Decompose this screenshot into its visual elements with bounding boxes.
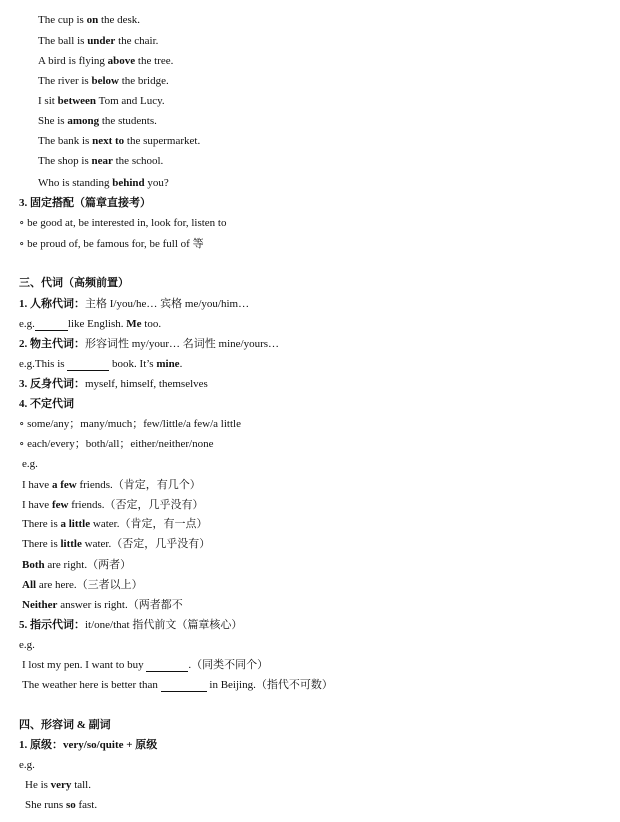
example-text: answer is right.（两者都不	[57, 599, 183, 611]
example-text: A bird is flying	[38, 55, 108, 67]
keyword: so	[65, 799, 76, 811]
keyword: between	[57, 95, 97, 107]
example-text: .	[179, 358, 183, 370]
personal-pronoun-line	[19, 297, 249, 311]
example-text: There is	[22, 518, 61, 530]
example-text: the school.	[112, 155, 164, 167]
indefinite-example	[22, 498, 203, 512]
preposition-example	[38, 13, 140, 27]
example-text: too.	[141, 318, 162, 330]
possessive-pronoun-example	[19, 357, 182, 371]
example-text: the students.	[99, 115, 157, 127]
example-text: friends.（否定，几乎没有）	[68, 499, 204, 511]
example-text: the supermarket.	[124, 135, 201, 147]
keyword: All	[22, 579, 37, 591]
example-text: The ball is	[38, 35, 88, 47]
fill-blank	[146, 660, 188, 672]
example-text: in Beijing.（指代不可数）	[206, 679, 333, 691]
example-text: The river is	[38, 75, 92, 87]
example-text: friends.（肯定，有几个）	[76, 479, 201, 491]
section-heading: 3. 固定搭配（篇章直接考）	[19, 197, 151, 209]
example-text: The weather here is better than	[22, 679, 161, 691]
subsection-heading: 1. 人称代词：	[19, 298, 85, 310]
preposition-example	[38, 176, 169, 190]
example-text: are here.（三者以上）	[36, 579, 143, 591]
fill-blank	[161, 680, 207, 692]
subsection-heading: 2. 物主代词：	[19, 338, 85, 350]
example-text: water.（肯定，有一点）	[90, 518, 208, 530]
bullet-item: ∘ be good at, be interested in, look for, listen to	[19, 217, 227, 229]
example-text: Who is standing	[38, 177, 113, 189]
example-text: the tree.	[135, 55, 174, 67]
subsection-text: myself, himself, themselves	[85, 378, 208, 390]
example-text: She runs	[25, 799, 66, 811]
preposition-example	[38, 54, 173, 68]
example-text: The shop is	[38, 155, 92, 167]
example-text: fast.	[75, 799, 98, 811]
example-text: There is	[22, 538, 61, 550]
eg-label: e.g.	[19, 759, 35, 771]
indefinite-example	[22, 558, 131, 572]
preposition-example	[38, 34, 158, 48]
keyword: under	[87, 35, 116, 47]
indefinite-example	[22, 537, 210, 551]
example-text: you?	[144, 177, 169, 189]
keyword: among	[67, 115, 100, 127]
keyword: little	[60, 538, 82, 550]
keyword: a little	[60, 518, 91, 530]
preposition-example	[38, 154, 163, 168]
example-text: the bridge.	[118, 75, 169, 87]
subsection-heading: 1. 原级：very/so/quite + 原级	[19, 739, 158, 751]
keyword: near	[91, 155, 113, 167]
keyword: a few	[51, 479, 77, 491]
bullet-item: ∘ be proud of, be famous for, be full of 等	[19, 238, 204, 250]
example-text: She is	[38, 115, 68, 127]
keyword: very	[50, 779, 72, 791]
fill-blank	[35, 319, 68, 331]
chapter-heading: 四、形容词 & 副词	[19, 719, 111, 731]
example-text: I sit	[38, 95, 58, 107]
possessive-pronoun-line	[19, 337, 279, 351]
fill-blank	[67, 359, 109, 371]
example-text: .（同类不同个）	[188, 659, 269, 671]
subsection-text: 形容词性 my/your… 名词性 mine/yours…	[85, 338, 280, 350]
indefinite-example	[22, 478, 201, 492]
keyword: mine	[156, 358, 180, 370]
adjective-example	[25, 778, 91, 792]
subsection-heading: 5. 指示代词：	[19, 619, 85, 631]
bullet-item: ∘ some/any；many/much；few/little/a few/a little	[19, 418, 241, 430]
example-text: The bank is	[38, 135, 93, 147]
preposition-example	[38, 74, 169, 88]
keyword: behind	[112, 177, 145, 189]
example-text: e.g.This is	[19, 358, 68, 370]
subsection-heading: 4. 不定代词	[19, 398, 74, 410]
example-text: The cup is	[38, 14, 87, 26]
demonstrative-example	[22, 678, 333, 692]
chapter-heading: 三、代词（高频前置）	[19, 277, 129, 289]
preposition-example	[38, 114, 157, 128]
example-text: He is	[25, 779, 51, 791]
example-text: the desk.	[98, 14, 141, 26]
subsection-heading: 3. 反身代词：	[19, 378, 85, 390]
eg-label: e.g.	[19, 639, 35, 651]
example-text: I lost my pen. I want to buy	[22, 659, 147, 671]
keyword: on	[86, 14, 99, 26]
keyword: Both	[22, 559, 45, 571]
example-text: the chair.	[115, 35, 159, 47]
indefinite-example	[22, 578, 143, 592]
example-text: Tom and Lucy.	[96, 95, 165, 107]
example-text: are right.（两者）	[44, 559, 132, 571]
subsection-text: 主格 I/you/he… 宾格 me/you/him…	[85, 298, 250, 310]
preposition-example	[38, 94, 165, 108]
example-text: tall.	[71, 779, 91, 791]
example-text: I have	[22, 499, 52, 511]
subsection-text: it/one/that 指代前文（篇章核心）	[85, 619, 243, 631]
demonstrative-example	[22, 658, 268, 672]
bullet-item: ∘ each/every；both/all；either/neither/none	[19, 438, 214, 450]
keyword: below	[91, 75, 119, 87]
keyword: next to	[92, 135, 125, 147]
reflexive-pronoun-line	[19, 377, 208, 391]
personal-pronoun-example	[19, 317, 161, 331]
example-text: book. It’s	[109, 358, 157, 370]
eg-label: e.g.	[22, 458, 38, 470]
keyword: above	[107, 55, 136, 67]
eg-label: e.g.	[19, 318, 35, 330]
keyword: Me	[126, 318, 142, 330]
adjective-example	[25, 798, 97, 812]
preposition-example	[38, 134, 200, 148]
indefinite-example	[22, 517, 207, 531]
example-text: like English.	[67, 318, 127, 330]
keyword: few	[51, 499, 69, 511]
example-text: water.（否定，几乎没有）	[81, 538, 211, 550]
keyword: Neither	[22, 599, 58, 611]
demonstrative-pronoun-line	[19, 618, 242, 632]
indefinite-example	[22, 598, 183, 612]
example-text: I have	[22, 479, 52, 491]
